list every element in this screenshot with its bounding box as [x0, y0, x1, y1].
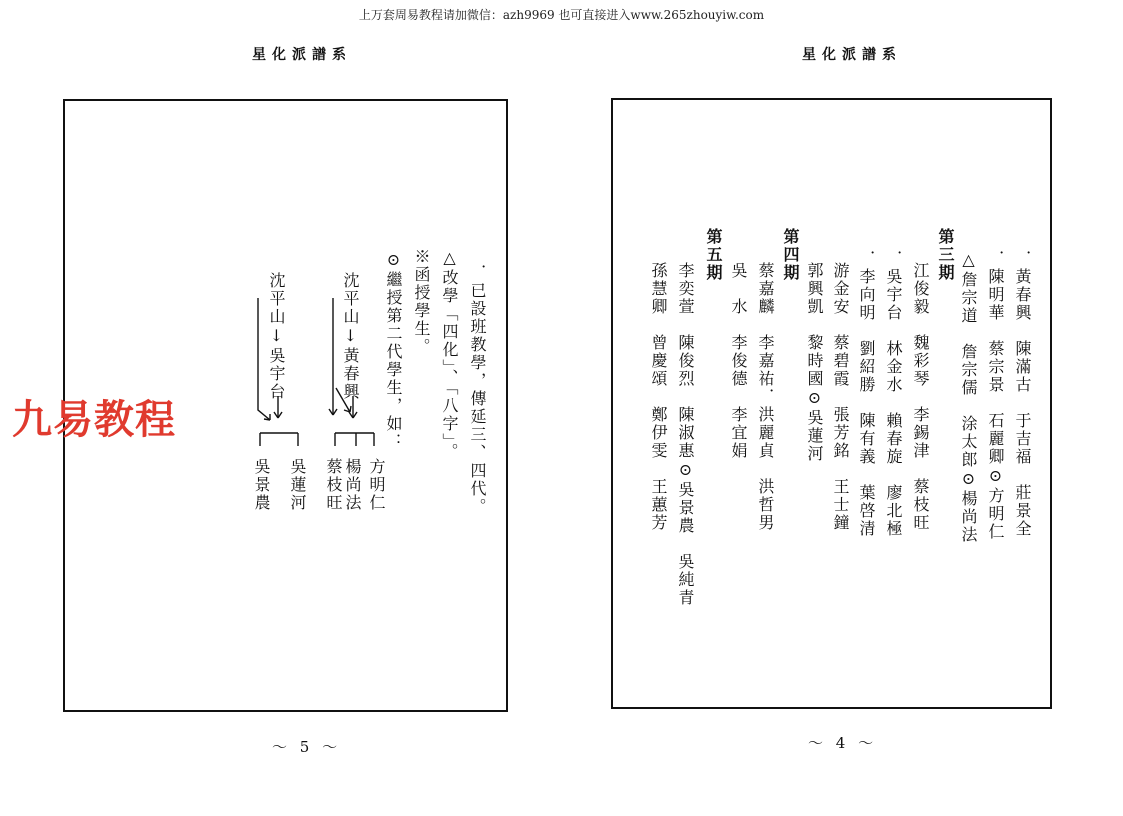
header-right: 星化派譜系 — [802, 47, 902, 63]
tree1-chain: 沈平山↓黃春興 — [341, 272, 360, 401]
right-page-number: ～ 4 ～ — [808, 734, 878, 752]
period-5-heading: 第五期 — [704, 228, 723, 282]
left-line-1: ．已設班教學，傳延三、四代。 — [468, 264, 487, 516]
right-col-8: 游金安 蔡碧霞 張芳銘 王士鐘 — [831, 262, 850, 532]
period-3-heading: 第三期 — [936, 228, 955, 282]
right-col-2: ．陳明華 蔡宗景 石麗卿⊙方明仁 — [986, 250, 1005, 541]
right-col-6: ．吳宇台 林金水 賴春旋 廖北極 — [884, 250, 903, 538]
right-col-5: 江俊毅 魏彩琴 李錫津 蔡枝旺 — [911, 262, 930, 532]
right-col-1: ．黃春興 陳滿古 于吉福 莊景全 — [1013, 250, 1032, 538]
tree2-chain: 沈平山↓吳宇台 — [267, 272, 286, 401]
top-banner: 上万套周易教程请加微信：azh9969 也可直接进入www.265zhouyiw.com — [358, 8, 765, 22]
right-col-9: 郭興凱 黎時國⊙吳蓮河 — [805, 262, 824, 463]
header-left: 星化派譜系 — [252, 47, 352, 63]
tree1-branch-a: 方明仁 — [367, 458, 386, 512]
tree2-branch-b: 吳景農 — [252, 458, 271, 512]
right-col-7: ．李向明 劉紹勝 陳有義 葉啓清 — [857, 250, 876, 538]
left-line-2: △改學「四化」、「八字」。 — [440, 248, 459, 461]
right-col-14: 李奕萱 陳俊烈 陳淑惠⊙吳景農 吳純青 — [676, 262, 695, 607]
right-col-3: △詹宗道 詹宗儒 涂太郎⊙楊尚法 — [959, 250, 978, 544]
tree1-branch-b: 楊尚法 — [343, 458, 362, 512]
left-page-number: ～ 5 ～ — [272, 738, 342, 756]
left-line-3: ※函授學生。 — [412, 248, 431, 356]
left-line-4: ⊙繼授第二代學生，如： — [384, 250, 403, 451]
tree1-branch-c: 蔡枝旺 — [324, 458, 343, 512]
right-col-12: 吳 水 李俊德 李宜娟 — [729, 262, 748, 460]
right-col-11: 蔡嘉麟 李嘉祐．洪麗貞 洪哲男 — [756, 262, 775, 532]
right-col-15: 孫慧卿 曾慶頌 鄭伊雯 王蕙芳 — [649, 262, 668, 532]
watermark-logo — [12, 388, 176, 445]
watermark-text: 九易教程 — [12, 397, 176, 443]
tree2-branch-a: 吳蓮河 — [288, 458, 307, 512]
period-4-heading: 第四期 — [781, 228, 800, 282]
